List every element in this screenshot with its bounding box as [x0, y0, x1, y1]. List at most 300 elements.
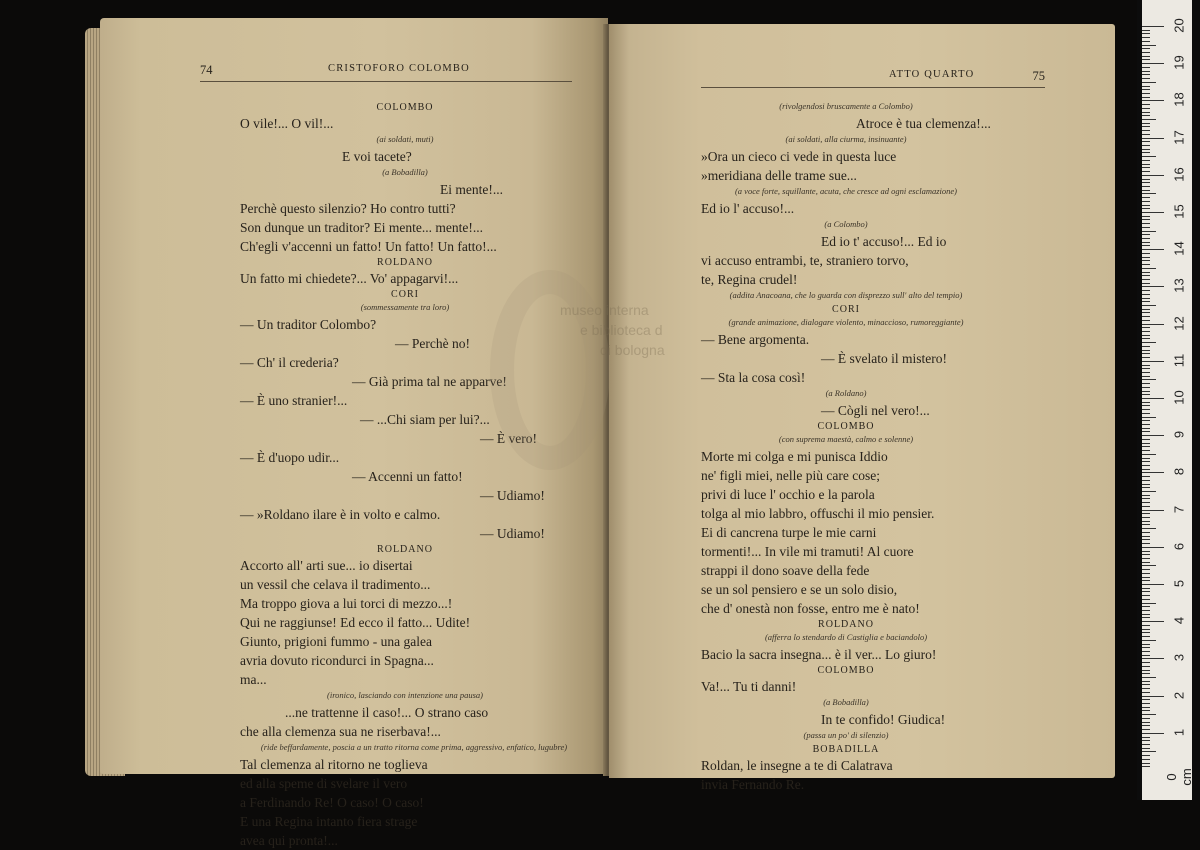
- ruler-tick: [1142, 636, 1150, 637]
- ruler-tick: [1142, 722, 1150, 723]
- ruler-tick: [1142, 565, 1156, 566]
- ruler-tick: [1142, 554, 1150, 555]
- ruler-tick: [1142, 707, 1150, 708]
- ruler-label: 3: [1171, 654, 1187, 662]
- left-verse-line: — È uno stranier!...: [240, 393, 348, 408]
- ruler-tick: [1142, 298, 1150, 299]
- ruler-tick: [1142, 245, 1150, 246]
- ruler-tick: [1142, 33, 1150, 34]
- ruler-tick: [1142, 249, 1164, 250]
- left-speaker-name: ROLDANO: [377, 544, 433, 555]
- ruler-tick: [1142, 398, 1164, 399]
- ruler-tick: [1142, 71, 1150, 72]
- ruler-tick: [1142, 97, 1150, 98]
- ruler-tick: [1142, 532, 1150, 533]
- right-verse-line: te, Regina crudel!: [701, 272, 798, 287]
- ruler-tick: [1142, 424, 1150, 425]
- left-running-title: CRISTOFORO COLOMBO: [328, 63, 470, 74]
- watermark: [560, 300, 665, 360]
- left-stage-direction: (sommessamente tra loro): [360, 302, 450, 312]
- left-verse-line: avea qui pronta!...: [240, 833, 338, 848]
- ruler-tick: [1142, 238, 1150, 239]
- ruler-tick: [1142, 130, 1150, 131]
- ruler-tick: [1142, 45, 1156, 46]
- ruler-tick: [1142, 766, 1150, 767]
- ruler-tick: [1142, 748, 1150, 749]
- ruler-tick: [1142, 763, 1150, 764]
- left-verse-line: Ch'egli v'accenni un fatto! Un fatto! Un fatto!...: [240, 239, 497, 254]
- ruler-label: 5: [1171, 579, 1187, 588]
- left-verse-line: un vessil che celava il tradimento...: [240, 577, 431, 592]
- ruler-tick: [1142, 603, 1156, 604]
- left-page-number: 74: [200, 63, 213, 77]
- ruler-tick: [1142, 413, 1150, 414]
- left-verse-line: — Accenni un fatto!: [352, 469, 463, 484]
- ruler-tick: [1142, 30, 1150, 31]
- ruler-tick: [1142, 205, 1150, 206]
- right-stage-direction: (passa un po' di silenzio): [803, 730, 889, 740]
- ruler-tick: [1142, 26, 1164, 27]
- ruler-tick: [1142, 692, 1150, 693]
- ruler-tick: [1142, 175, 1164, 176]
- ruler-tick: [1142, 379, 1156, 380]
- ruler-label: 12: [1171, 315, 1187, 331]
- ruler-tick: [1142, 558, 1150, 559]
- ruler-tick: [1142, 353, 1150, 354]
- right-verse-line: Ei di cancrena turpe le mie carni: [701, 525, 877, 540]
- ruler-tick: [1142, 391, 1150, 392]
- ruler-tick: [1142, 640, 1156, 641]
- ruler-tick: [1142, 710, 1150, 711]
- ruler-tick: [1142, 729, 1150, 730]
- ruler-tick: [1142, 365, 1150, 366]
- ruler-tick: [1142, 521, 1150, 522]
- ruler-tick: [1142, 193, 1156, 194]
- watermark-line: di bologna: [600, 342, 665, 358]
- ruler-tick: [1142, 320, 1150, 321]
- ruler-label: 16: [1171, 167, 1187, 182]
- ruler-tick: [1142, 286, 1164, 287]
- ruler-tick: [1142, 506, 1150, 507]
- ruler-tick: [1142, 208, 1150, 209]
- ruler-label: 15: [1171, 204, 1187, 219]
- ruler-tick: [1142, 108, 1150, 109]
- right-stage-direction: (a voce forte, squillante, acuta, che cresce ad ogni esclamazione): [734, 186, 958, 196]
- ruler-tick: [1142, 138, 1164, 139]
- ruler-tick: [1142, 487, 1150, 488]
- ruler-tick: [1142, 145, 1150, 146]
- ruler-tick: [1142, 212, 1164, 213]
- ruler-tick: [1142, 599, 1150, 600]
- ruler-tick: [1142, 301, 1150, 302]
- ruler-label: 9: [1171, 431, 1187, 439]
- ruler-tick: [1142, 491, 1156, 492]
- ruler-tick: [1142, 350, 1150, 351]
- ruler-tick: [1142, 182, 1150, 183]
- ruler-tick: [1142, 502, 1150, 503]
- left-verse-line: E una Regina intanto fiera strage: [240, 814, 418, 829]
- ruler-tick: [1142, 658, 1164, 659]
- ruler-tick: [1142, 48, 1150, 49]
- ruler-tick: [1142, 484, 1150, 485]
- ruler-tick: [1142, 476, 1150, 477]
- ruler-tick: [1142, 461, 1150, 462]
- ruler-tick: [1142, 152, 1150, 153]
- ruler-tick: [1142, 309, 1150, 310]
- ruler-tick: [1142, 431, 1150, 432]
- ruler-label: 1: [1171, 728, 1187, 736]
- left-verse-line: ed alla speme di svelare il vero: [240, 776, 408, 791]
- ruler-tick: [1142, 190, 1150, 191]
- ruler-tick: [1142, 651, 1150, 652]
- right-verse-line: invia Fernando Re.: [701, 777, 805, 792]
- ruler-label: 14: [1171, 241, 1187, 256]
- ruler-tick: [1142, 439, 1150, 440]
- ruler-tick: [1142, 104, 1150, 105]
- ruler-tick: [1142, 420, 1150, 421]
- ruler-tick: [1142, 100, 1164, 101]
- ruler-tick: [1142, 368, 1150, 369]
- ruler-tick: [1142, 312, 1150, 313]
- right-stage-direction: (addita Anacoana, che lo guarda con disprezzo sull' alto del tempio): [729, 290, 963, 300]
- right-stage-direction: (a Bobadilla): [823, 697, 869, 707]
- ruler-tick: [1142, 74, 1150, 75]
- right-verse-line: — Cògli nel vero!...: [821, 403, 930, 418]
- ruler-label: 8: [1171, 468, 1187, 476]
- left-verse-line: Son dunque un traditor? Ei mente... mente!...: [240, 220, 483, 235]
- ruler-tick: [1142, 621, 1164, 622]
- ruler-tick: [1142, 517, 1150, 518]
- ruler-tick: [1142, 59, 1150, 60]
- right-verse-line: strappi il dono soave della fede: [701, 563, 870, 578]
- ruler-tick: [1142, 528, 1156, 529]
- ruler-tick: [1142, 751, 1156, 752]
- left-stage-direction: (ride beffardamente, poscia a un tratto ritorna come prima, aggressivo, enfatico, lugubre): [260, 742, 568, 752]
- ruler-tick: [1142, 253, 1150, 254]
- ruler-label: 17: [1171, 129, 1187, 145]
- left-verse-line: Qui ne raggiunse! Ed ecco il fatto... Udite!: [240, 615, 471, 630]
- right-speaker-name: BOBADILLA: [812, 744, 880, 755]
- ruler-tick: [1142, 666, 1150, 667]
- ruler-tick: [1142, 617, 1150, 618]
- ruler-tick: [1142, 338, 1150, 339]
- ruler-tick: [1142, 714, 1156, 715]
- ruler-tick: [1142, 688, 1150, 689]
- ruler-label: 18: [1171, 92, 1187, 108]
- ruler-tick: [1142, 469, 1150, 470]
- ruler-tick: [1142, 219, 1150, 220]
- watermark-line: museo interna: [560, 302, 649, 318]
- left-speaker-name: CORI: [391, 289, 419, 300]
- ruler-tick: [1142, 551, 1150, 552]
- ruler-tick: [1142, 405, 1150, 406]
- right-verse-line: vi accuso entrambi, te, straniero torvo,: [701, 253, 909, 268]
- ruler-tick: [1142, 588, 1150, 589]
- ruler-tick: [1142, 324, 1164, 325]
- ruler-tick: [1142, 539, 1150, 540]
- left-stage-direction: (ironico, lasciando con intenzione una pausa): [327, 690, 483, 700]
- ruler-tick: [1142, 216, 1150, 217]
- ruler-tick: [1142, 562, 1150, 563]
- right-verse-line: tormenti!... In vile mi tramuti! Al cuore: [701, 544, 914, 559]
- right-stage-direction: (afferra lo stendardo di Castiglia e baciandolo): [764, 632, 928, 642]
- right-verse-line: che d' onestà non fosse, entro me è nato!: [701, 601, 920, 616]
- ruler-tick: [1142, 569, 1150, 570]
- right-verse-line: Atroce è tua clemenza!...: [856, 116, 991, 131]
- ruler-tick: [1142, 454, 1156, 455]
- ruler-tick: [1142, 67, 1150, 68]
- right-verse-line: — Bene argomenta.: [701, 332, 810, 347]
- right-verse-line: — È svelato il mistero!: [821, 351, 947, 366]
- left-verse-line: che alla clemenza sua ne riserbava!...: [240, 724, 441, 739]
- ruler-tick: [1142, 361, 1164, 362]
- ruler-tick: [1142, 156, 1156, 157]
- left-stage-direction: (ai soldati, muti): [376, 134, 434, 144]
- ruler-label: 10: [1171, 390, 1187, 405]
- ruler-tick: [1142, 231, 1156, 232]
- ruler-tick: [1142, 357, 1150, 358]
- right-verse-line: ne' figli miei, nelle più care cose;: [701, 468, 880, 483]
- ruler-tick: [1142, 123, 1150, 124]
- left-verse-line: Un fatto mi chiedete?... Vo' appagarvi!...: [240, 271, 459, 286]
- ruler-tick: [1142, 149, 1150, 150]
- ruler-tick: [1142, 681, 1150, 682]
- left-verse-line: — Perchè no!: [395, 336, 470, 351]
- ruler-tick: [1142, 223, 1150, 224]
- ruler-tick: [1142, 428, 1150, 429]
- right-page-text: [701, 100, 991, 794]
- left-verse-line: — »Roldano ilare è in volto e calmo.: [240, 507, 441, 522]
- ruler-tick: [1142, 63, 1164, 64]
- ruler-tick: [1142, 402, 1150, 403]
- left-verse-line: ma...: [240, 672, 267, 687]
- left-verse-line: Ma troppo giova a lui torci di mezzo...!: [240, 596, 453, 611]
- ruler-tick: [1142, 655, 1150, 656]
- ruler-tick: [1142, 595, 1150, 596]
- ruler-tick: [1142, 725, 1150, 726]
- ruler-tick: [1142, 119, 1156, 120]
- right-stage-direction: (rivolgendosi bruscamente a Colombo): [779, 101, 913, 111]
- ruler-tick: [1142, 629, 1150, 630]
- right-verse-line: Ed io l' accuso!...: [701, 201, 795, 216]
- ruler-tick: [1142, 56, 1150, 57]
- ruler-tick: [1142, 495, 1150, 496]
- ruler-tick: [1142, 387, 1150, 388]
- ruler-tick: [1142, 126, 1150, 127]
- ruler-tick: [1142, 524, 1150, 525]
- ruler-tick: [1142, 394, 1150, 395]
- ruler-tick: [1142, 647, 1150, 648]
- right-page: [609, 24, 1115, 792]
- right-verse-line: Ed io t' accuso!... Ed io: [821, 234, 947, 249]
- right-verse-line: »Ora un cieco ci vede in questa luce: [701, 149, 897, 164]
- right-verse-line: Bacio la sacra insegna... è il ver... Lo giuro!: [701, 647, 937, 662]
- left-verse-line: — ...Chi siam per lui?...: [360, 412, 490, 427]
- ruler-tick: [1142, 112, 1150, 113]
- ruler-tick: [1142, 480, 1150, 481]
- right-verse-line: se un sol pensiero e se un solo disio,: [701, 582, 898, 597]
- ruler-tick: [1142, 346, 1150, 347]
- ruler-tick: [1142, 160, 1150, 161]
- ruler-label: 4: [1171, 617, 1187, 625]
- ruler-tick: [1142, 606, 1150, 607]
- right-speaker-name: COLOMBO: [817, 665, 875, 676]
- ruler-tick: [1142, 164, 1150, 165]
- ruler-tick: [1142, 89, 1150, 90]
- right-stage-direction: (con suprema maestà, calmo e solenne): [778, 434, 914, 444]
- ruler-tick: [1142, 93, 1150, 94]
- ruler-label: 0 cm: [1164, 768, 1194, 786]
- ruler-tick: [1142, 699, 1150, 700]
- ruler-tick: [1142, 644, 1150, 645]
- left-verse-line: a Ferdinando Re! O caso! O caso!: [240, 795, 424, 810]
- ruler-tick: [1142, 513, 1150, 514]
- left-verse-line: — Udiamo!: [480, 526, 545, 541]
- ruler-tick: [1142, 744, 1150, 745]
- ruler-tick: [1142, 662, 1150, 663]
- left-verse-line: Ei mente!...: [440, 182, 503, 197]
- right-speaker-name: ROLDANO: [818, 619, 874, 630]
- ruler-tick: [1142, 275, 1150, 276]
- ruler-label: 7: [1171, 505, 1187, 513]
- right-verse-line: »meridiana delle trame sue...: [701, 168, 857, 183]
- ruler-label: 20: [1171, 18, 1187, 33]
- right-speaker-name: CORI: [832, 304, 860, 315]
- left-verse-line: Accorto all' arti sue... io disertai: [240, 558, 413, 573]
- ruler-tick: [1142, 450, 1150, 451]
- ruler-tick: [1142, 197, 1150, 198]
- right-stage-direction: (a Colombo): [824, 219, 868, 229]
- ruler-label: 2: [1171, 691, 1187, 699]
- ruler-tick: [1142, 201, 1150, 202]
- right-page-number: 75: [1032, 69, 1045, 83]
- left-speaker-name: ROLDANO: [377, 257, 433, 268]
- right-verse-line: — Sta la cosa così!: [701, 370, 806, 385]
- ruler-tick: [1142, 536, 1150, 537]
- ruler-tick: [1142, 435, 1164, 436]
- ruler-tick: [1142, 171, 1150, 172]
- ruler-tick: [1142, 625, 1150, 626]
- ruler-tick: [1142, 577, 1150, 578]
- ruler-tick: [1142, 234, 1150, 235]
- ruler-tick: [1142, 737, 1150, 738]
- ruler-tick: [1142, 670, 1150, 671]
- right-verse-line: Roldan, le insegne a te di Calatrava: [701, 758, 893, 773]
- ruler-tick: [1142, 443, 1150, 444]
- left-verse-line: — È d'uopo udir...: [240, 450, 340, 465]
- ruler-tick: [1142, 740, 1150, 741]
- ruler-tick: [1142, 733, 1164, 734]
- ruler-tick: [1142, 78, 1150, 79]
- ruler-tick: [1142, 417, 1156, 418]
- ruler-tick: [1142, 86, 1150, 87]
- left-verse-line: avria dovuto ricondurci in Spagna...: [240, 653, 434, 668]
- ruler-tick: [1142, 543, 1150, 544]
- ruler-tick: [1142, 632, 1150, 633]
- left-verse-line: — Un traditor Colombo?: [240, 317, 377, 332]
- ruler-tick: [1142, 331, 1150, 332]
- ruler-tick: [1142, 446, 1150, 447]
- ruler-tick: [1142, 305, 1156, 306]
- ruler-tick: [1142, 179, 1150, 180]
- ruler-tick: [1142, 759, 1150, 760]
- ruler-tick: [1142, 718, 1150, 719]
- ruler-tick: [1142, 755, 1150, 756]
- ruler-label: 11: [1171, 353, 1187, 368]
- left-page-header: [200, 62, 572, 82]
- ruler-tick: [1142, 383, 1150, 384]
- right-stage-direction: (a Roldano): [825, 388, 867, 398]
- measuring-ruler: [1142, 0, 1192, 800]
- ruler-tick: [1142, 316, 1150, 317]
- left-stage-direction: (a Bobadilla): [382, 167, 428, 177]
- ruler-tick: [1142, 580, 1150, 581]
- ruler-tick: [1142, 82, 1156, 83]
- ruler-tick: [1142, 327, 1150, 328]
- ruler-tick: [1142, 703, 1150, 704]
- ruler-tick: [1142, 591, 1150, 592]
- left-verse-line: Giunto, prigioni fummo - una galea: [240, 634, 432, 649]
- right-stage-direction: (grande animazione, dialogare violento, minaccioso, rumoreggiante): [728, 317, 964, 327]
- right-running-title: ATTO QUARTO: [889, 69, 975, 80]
- ruler-tick: [1142, 242, 1150, 243]
- ruler-tick: [1142, 37, 1150, 38]
- ruler-tick: [1142, 141, 1150, 142]
- ruler-tick: [1142, 283, 1150, 284]
- right-speaker-name: COLOMBO: [817, 421, 875, 432]
- ruler-label: 6: [1171, 542, 1187, 550]
- ruler-tick: [1142, 610, 1150, 611]
- right-verse-line: privi di luce l' occhio e la parola: [701, 487, 875, 502]
- left-verse-line: — È vero!: [480, 431, 537, 446]
- left-verse-line: — Già prima tal ne apparve!: [352, 374, 507, 389]
- ruler-tick: [1142, 547, 1164, 548]
- ruler-label: 19: [1171, 55, 1187, 70]
- ruler-tick: [1142, 227, 1150, 228]
- left-page-text: [240, 101, 570, 850]
- left-verse-line: — Udiamo!: [480, 488, 545, 503]
- ruler-tick: [1142, 510, 1164, 511]
- ruler-tick: [1142, 472, 1164, 473]
- ruler-tick: [1142, 684, 1150, 685]
- ruler-tick: [1142, 268, 1156, 269]
- left-verse-line: Tal clemenza al ritorno ne toglieva: [240, 757, 428, 772]
- ruler-tick: [1142, 294, 1150, 295]
- ruler-label: 13: [1171, 278, 1187, 294]
- ruler-tick: [1142, 257, 1150, 258]
- ruler-tick: [1142, 52, 1150, 53]
- ruler-tick: [1142, 186, 1150, 187]
- right-verse-line: In te confido! Giudica!: [821, 712, 946, 727]
- left-speaker-name: COLOMBO: [376, 102, 434, 113]
- ruler-tick: [1142, 673, 1150, 674]
- ruler-tick: [1142, 458, 1150, 459]
- right-verse-line: tolga al mio labbro, offuschi il mio pensier.: [701, 506, 935, 521]
- left-verse-line: ...ne trattenne il caso!... O strano caso: [285, 705, 489, 720]
- ruler-tick: [1142, 264, 1150, 265]
- right-page-header: [701, 68, 1045, 88]
- left-verse-line: O vile!... O vil!...: [240, 116, 334, 131]
- left-verse-line: — Ch' il crederia?: [240, 355, 339, 370]
- ruler-tick: [1142, 465, 1150, 466]
- ruler-tick: [1142, 272, 1150, 273]
- ruler-tick: [1142, 614, 1150, 615]
- watermark-line: e biblioteca d: [580, 322, 663, 338]
- ruler-tick: [1142, 573, 1150, 574]
- ruler-tick: [1142, 372, 1150, 373]
- right-stage-direction: (ai soldati, alla ciurma, insinuante): [785, 134, 907, 144]
- ruler-tick: [1142, 290, 1150, 291]
